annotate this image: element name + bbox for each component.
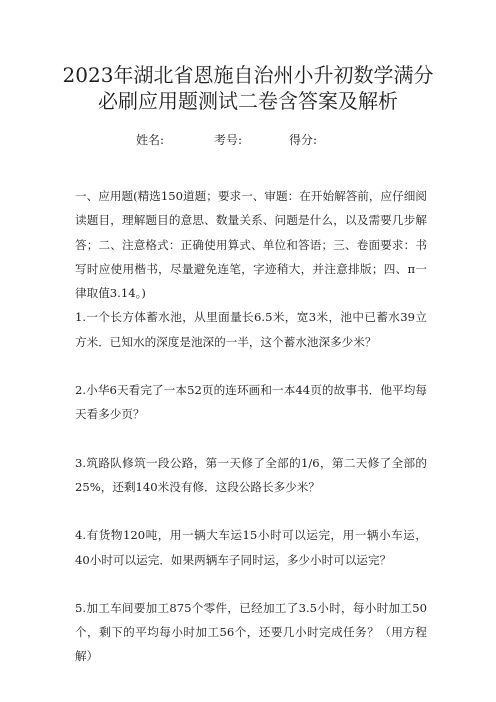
question-4: 4.有货物120吨，用一辆大车运15小时可以运完，用一辆小车运，40小时可以运完．如果两辆车子同时运，多少小时可以运完？ (75, 528, 427, 567)
question-5: 5.加工车间要加工875个零件，已经加工了3.5小时，每小时加工50个，剩下的平均每小时加工56个，还要几小时完成任务？（用方程解） (75, 600, 427, 664)
question-1: 1.一个长方体蓄水池，从里面量长6.5米，宽3米，池中已蓄水39立方米．已知水的深度是池深的一半，这个蓄水池深多少米？ (75, 310, 427, 349)
title-line-1: 2023年湖北省恩施自治州小升初数学满分 (62, 63, 434, 87)
name-field-label: 姓名: (136, 133, 165, 147)
document-body (75, 184, 427, 669)
instructions-paragraph: 一、应用题(精选150道题；要求一、审题：在开始解答前，应仔细阅读题目，理解题目的意思、数量关系、问题是什么，以及需要几步解答；二、注意格式：正确使用算式、单位和答语；三、卷面要求：书写时应使用楷书，尽量避免连笔，字迹稍大，并注意排版；四、π一律取值3.14。) (75, 189, 427, 301)
score-field-label: 得分: (289, 133, 318, 147)
question-3: 3.筑路队修筑一段公路，第一天修了全部的1/6，第二天修了全部的25%，还剩140米没有修．这段公路长多少米？ (75, 455, 427, 494)
title-line-2: 必刷应用题测试二卷含答案及解析 (98, 89, 398, 113)
exam-number-field-label: 考号: (214, 133, 243, 147)
document-title (40, 62, 456, 114)
question-2: 2.小华6天看完了一本52页的连环画和一本44页的故事书．他平均每天看多少页？ (75, 383, 427, 422)
